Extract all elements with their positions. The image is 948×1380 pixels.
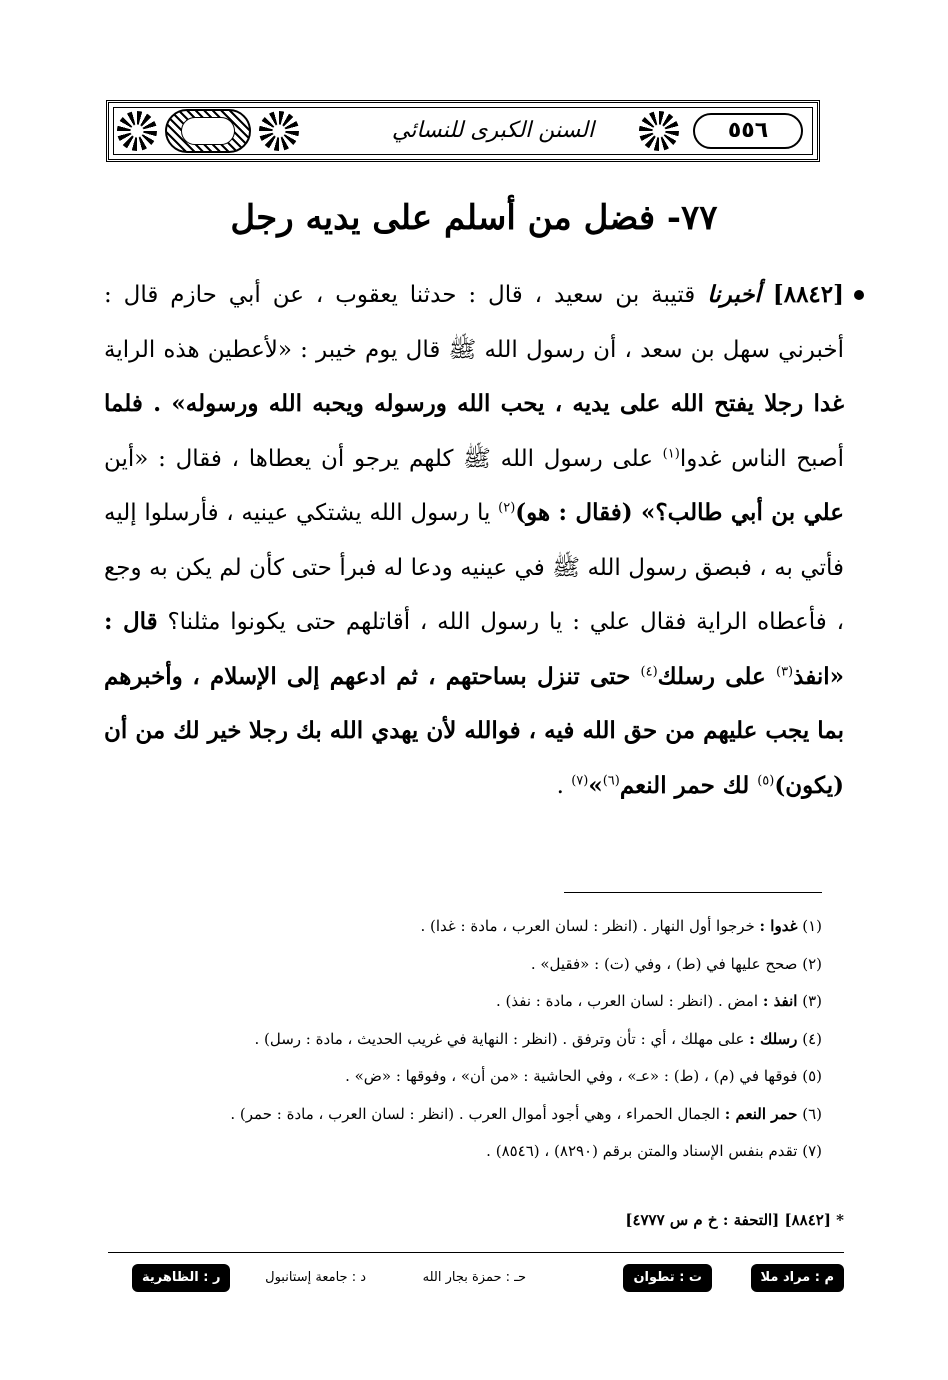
footnote-item [110, 946, 822, 984]
hadith-akhbarana: أخبرنا [707, 281, 761, 308]
footnote-item [110, 1058, 822, 1096]
tuhfa-reference: * [٨٨٤٢] [التحفة : خ م س ٤٧٧٧] [625, 1211, 844, 1229]
footnote-ref: (١) [662, 445, 680, 461]
footnote-text: صحح عليها في (ط) ، وفي (ت) : «فقيل» . [530, 954, 798, 973]
bullet-icon [854, 290, 864, 300]
footnote-text: تقدم بنفس الإسناد والمتن برقم (٨٢٩٠) ، (٨٥٤٦) . [486, 1142, 798, 1160]
hadith-line: على رسلك [657, 662, 776, 690]
footnote-number: (٣) [802, 992, 822, 1010]
chapter-title: ٧٧- فضل من أسلم على يديه رجل [230, 198, 718, 238]
manuscript-label-zahiriyya: ر : الظاهرية [132, 1264, 230, 1292]
book-title: السنن الكبرى للنسائي [391, 118, 595, 143]
footnote-item [110, 1133, 822, 1171]
footnote-text: الجمال الحمراء ، وهي أجود أموال العرب . (انظر : لسان العرب ، مادة : حمر) . [230, 1104, 725, 1123]
hadith-line: غدا رجلا يفتح الله على يديه ، يحب الله ورسوله ويحبه الله ورسوله» . فلما [104, 390, 844, 417]
footnote-term: انفذ : [762, 992, 798, 1010]
footnote-divider [564, 892, 822, 893]
hadith-line: يا رسول الله يشتكي عينيه ، فأرسلوا إليه [104, 500, 499, 526]
footnote-item [110, 1096, 822, 1134]
footnote-text: امض . (انظر : لسان العرب ، مادة : نفذ) . [496, 992, 763, 1010]
manuscripts-bar [108, 1264, 844, 1292]
footnote-ref: (٢) [498, 500, 516, 516]
footnote-term: غدوا : [759, 917, 798, 935]
hadith-line: . [556, 772, 572, 799]
hadith-line: » [588, 771, 603, 799]
footnote-item [110, 1021, 822, 1059]
manuscript-label-tetouan: ت : تطوان [623, 1264, 712, 1292]
footnote-term: رسلك : [749, 1029, 798, 1048]
hadith-line: خير لك من أن (يكون) [104, 717, 844, 799]
footnote-number: (٧) [802, 1142, 822, 1160]
footnote-ref: (٧) [571, 772, 589, 788]
manuscript-label-hamza: حـ : حمزة بجار الله [422, 1270, 526, 1285]
footnote-ref: (٣) [775, 663, 794, 679]
footnote-ref: (٤) [640, 663, 658, 679]
seal-logo-icon [165, 109, 251, 153]
footnote-text: فوقها في (م) ، (ط) : «عـ» ، وفي الحاشية : «من أن» ، وفوقها : «ض» . [345, 1067, 798, 1085]
manuscript-label-istanbul: د : جامعة إستانبول [265, 1270, 366, 1285]
hadith-line: قال : «انفذ [104, 608, 844, 690]
ornament-icon [259, 111, 299, 151]
page-header [106, 100, 820, 162]
hadith-line: لك حمر النعم [619, 771, 758, 799]
footnote-item [110, 908, 822, 946]
footnote-number: (٤) [802, 1029, 822, 1048]
hadith-line: على رسول الله ﷺ كلهم يرجو أن يعطاها ، فقال : «أين [104, 445, 663, 472]
footnote-ref: (٥) [757, 772, 775, 788]
hadith-line: علي بن أبي طالب؟» (فقال : هو) [515, 499, 844, 526]
footnote-number: (٢) [802, 954, 822, 973]
footnote-item [110, 983, 822, 1021]
hadith-line: فأتي به ، فبصق رسول الله ﷺ في عينيه ودعا له فبرأ حتى كأن لم يكن به [149, 554, 844, 581]
hadith-line: أصبح الناس غدوا [679, 445, 844, 472]
hadith-line: وجع ، فأعطاه الراية فقال علي : يا رسول الله ، أقاتلهم حتى يكونوا مثلنا؟ [104, 554, 844, 635]
footnote-ref: (٦) [602, 772, 620, 788]
hadith-line: حتى تنزل بساحتهم ، ثم ادعهم إلى الإسلام ، [192, 662, 641, 690]
footnote-number: (٥) [802, 1067, 822, 1085]
manuscript-label-murad-mulla: م : مراد ملا [751, 1264, 845, 1292]
hadith-body [104, 268, 844, 813]
hadith-line: وأخبرهم بما يجب عليهم من حق الله فيه ، فوالله لأن يهدي الله بك رجلا [104, 662, 845, 744]
hadith-line: أخبرني سهل بن سعد ، أن رسول الله ﷺ قال يوم خيبر : «لأعطين هذه الراية [104, 336, 844, 363]
bottom-divider [108, 1252, 844, 1253]
footnote-term: حمر النعم : [724, 1104, 798, 1123]
footnotes-list [110, 908, 822, 1171]
footnote-number: (١) [802, 917, 822, 935]
hadith-number: [٨٨٤٢] [772, 281, 845, 308]
hadith-line: قتيبة بن سعيد ، قال : حدثنا يعقوب ، عن أبي حازم قال : [104, 282, 696, 308]
page-number: ٥٥٦ [693, 113, 803, 149]
footnote-text: على مهلك ، أي : تأن وترفق . (انظر : النهاية في غريب الحديث ، مادة : رسل) . [254, 1029, 750, 1048]
footnote-number: (٦) [802, 1104, 822, 1123]
footnote-text: خرجوا أول النهار . (انظر : لسان العرب ، مادة : غدا) . [420, 917, 760, 935]
hadith-paragraph [104, 268, 844, 813]
ornament-icon [117, 111, 157, 151]
